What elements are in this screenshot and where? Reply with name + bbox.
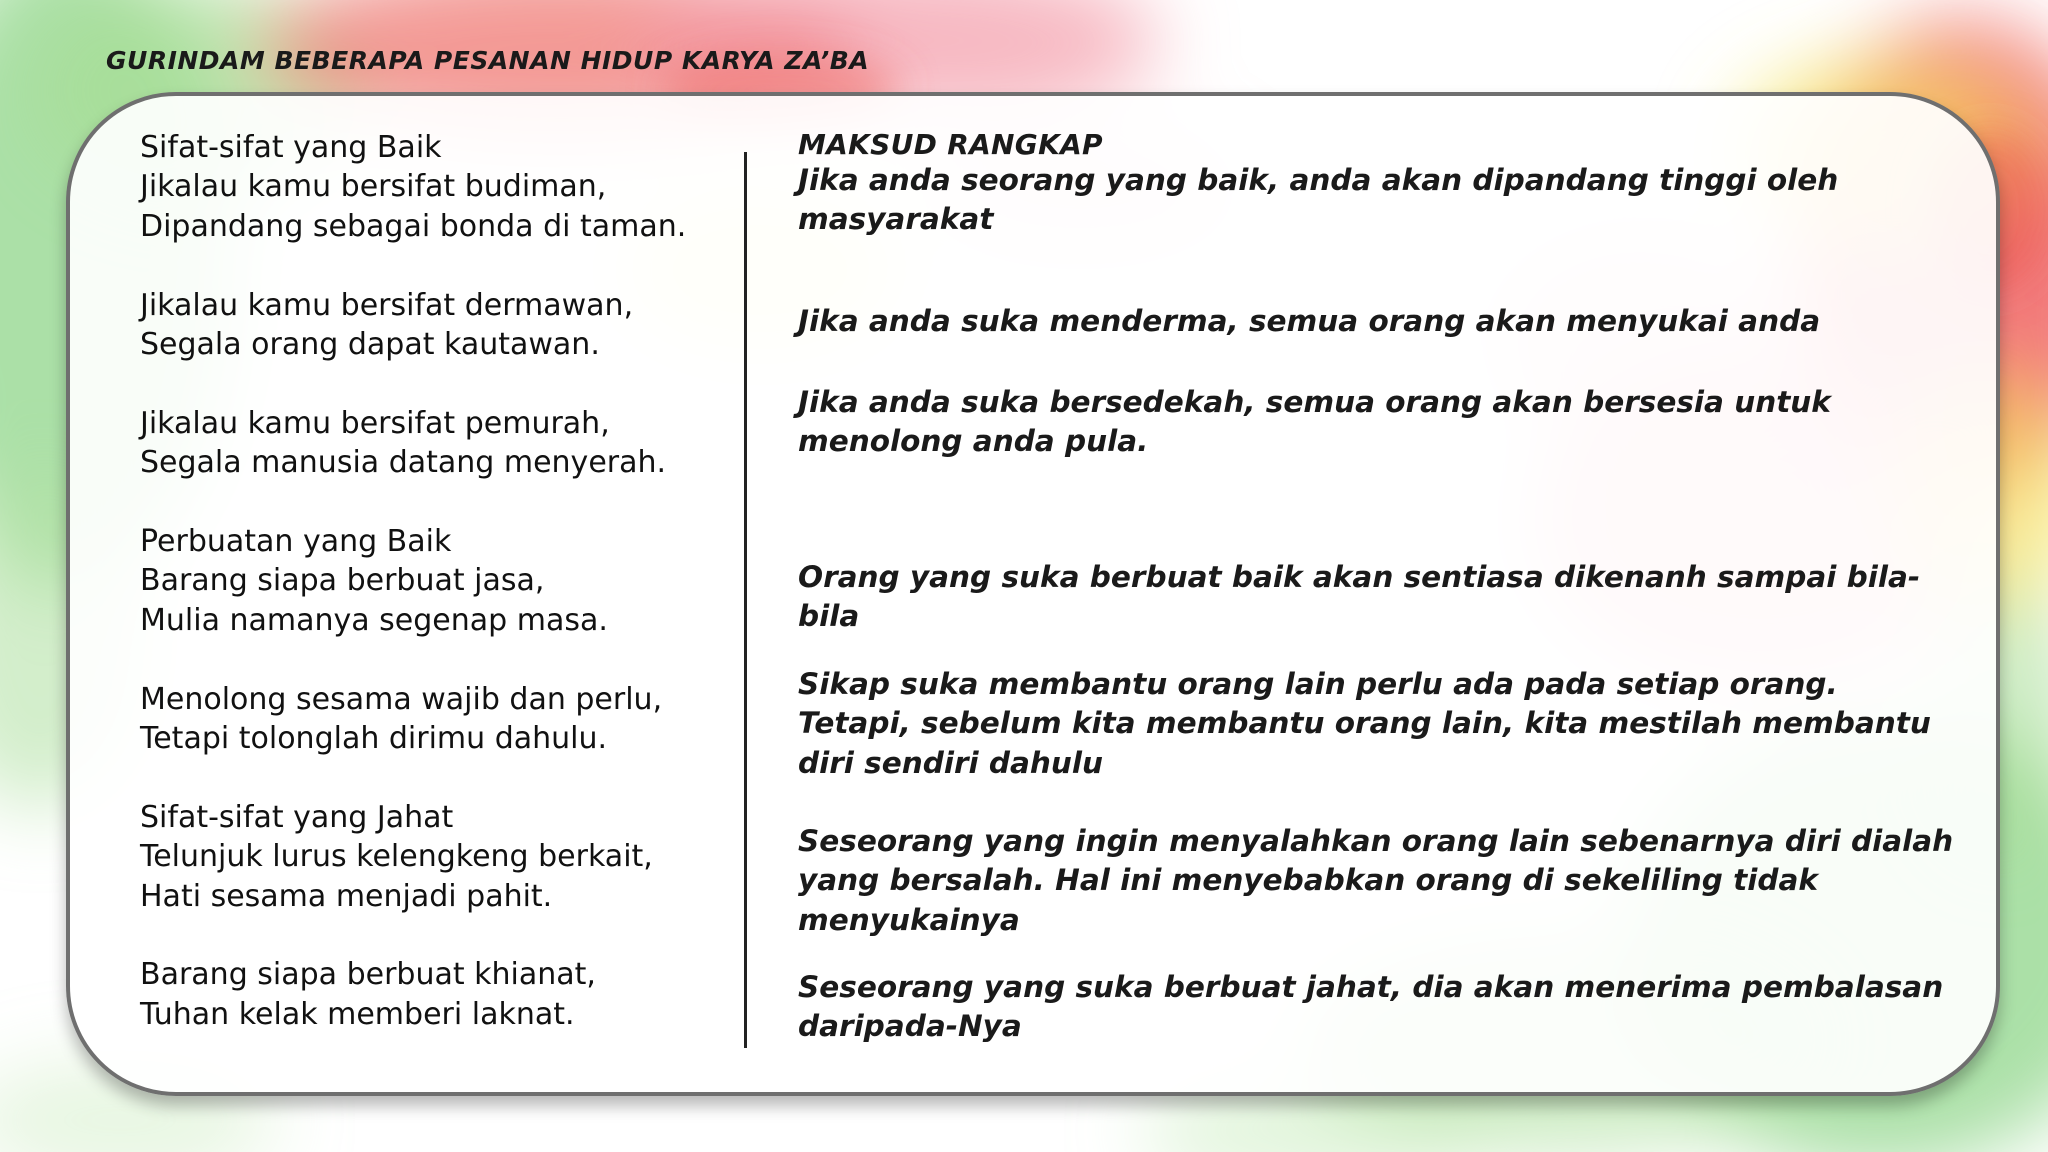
slide-title: GURINDAM BEBERAPA PESANAN HIDUP KARYA ZA’BA (106, 46, 870, 75)
poem-line: Segala manusia datang menyerah. (140, 445, 667, 481)
meaning-text: Orang yang suka berbuat baik akan sentiasa dikenanh sampai bila-bila (798, 560, 1921, 634)
poem-line: Tetapi tolonglah dirimu dahulu. (140, 721, 608, 757)
poem-line: Tuhan kelak memberi laknat. (140, 996, 575, 1032)
meaning-text: Jika anda suka bersedekah, semua orang akan bersesia untuk menolong anda pula. (798, 385, 1831, 459)
poem-line: Dipandang sebagai bonda di taman. (140, 208, 687, 244)
meaning-text: Jika anda suka menderma, semua orang akan menyukai anda (798, 304, 1821, 338)
stanza-gap (140, 364, 730, 403)
stanza-gap (140, 916, 730, 955)
poem-line: Sifat-sifat yang Baik (140, 130, 442, 165)
poem-line: Barang siapa berbuat jasa, (140, 563, 545, 599)
stanza-gap (140, 758, 730, 797)
poem-line: Menolong sesama wajib dan perlu, (140, 681, 663, 717)
poem-line: Jikalau kamu bersifat budiman, (140, 169, 607, 205)
meaning-text: Seseorang yang ingin menyalahkan orang lain sebenarnya diri dialah yang bersalah. Hal ini menyebabkan orang di sekeliling tidak menyukainya (798, 824, 1954, 937)
stanza-gap (140, 483, 730, 522)
poem-line: Perbuatan yang Baik (140, 524, 452, 560)
meaning-text: Jika anda seorang yang baik, anda akan dipandang tinggi oleh masyarakat (798, 163, 1839, 237)
poem-column (140, 128, 730, 1034)
poem-line: Mulia namanya segenap masa. (140, 602, 608, 638)
poem-line: Barang siapa berbuat khianat, (140, 957, 596, 993)
meaning-text: Sikap suka membantu orang lain perlu ada pada setiap orang. Tetapi, sebelum kita membantu orang lain, kita mestilah membantu diri sendiri dahulu (798, 667, 1931, 780)
maksud-heading: MAKSUD RANGKAP (798, 128, 1103, 161)
stanza-gap (140, 640, 730, 679)
poem-line: Sifat-sifat yang Jahat (140, 799, 454, 835)
poem-line: Segala orang dapat kautawan. (140, 327, 600, 363)
column-divider (744, 152, 747, 1048)
stanza-gap (140, 246, 730, 285)
poem-line: Telunjuk lurus kelengkeng berkait, (140, 839, 653, 875)
poem-line: Jikalau kamu bersifat dermawan, (140, 287, 634, 323)
poem-line: Jikalau kamu bersifat pemurah, (140, 405, 610, 441)
meaning-text: Seseorang yang suka berbuat jahat, dia akan menerima pembalasan daripada-Nya (798, 970, 1944, 1044)
poem-line: Hati sesama menjadi pahit. (140, 878, 553, 914)
